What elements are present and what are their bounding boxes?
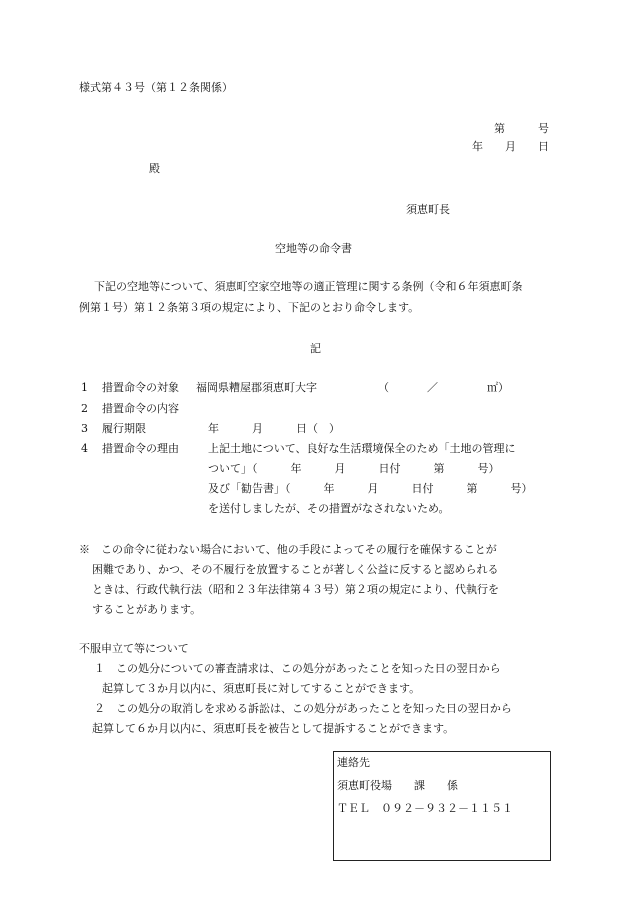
item-2-label: 措置命令の内容 [102,402,179,415]
item-4-number: 4 [81,442,88,455]
item-1-paren-open: （ [378,381,389,394]
item-1-label: 措置命令の対象 [102,381,179,394]
contact-tel: ＴＥＬ ０９２－９３２－１１５１ [337,802,513,815]
issuer-name: 須恵町長 [406,203,450,216]
item-4-line-4: を送付しましたが、その措置がなされないため。 [208,502,450,515]
note-line-4: することがあります。 [92,603,202,616]
appeal-line-1: １ この処分についての審査請求は、この処分があったことを知った日の翌日から [94,662,501,675]
note-line-3: ときは、行政代執行法（昭和２３年法律第４３号）第２項の規定により、代執行を [92,583,499,596]
note-line-1: ※ この命令に従わない場合において、他の手段によってその履行を確保することが [79,543,497,556]
item-2-number: 2 [81,402,88,415]
contact-label: 連絡先 [337,756,370,769]
appeal-line-3: ２ この処分の取消しを求める訴訟は、この処分があったことを知った日の翌日から [94,702,512,715]
item-3-number: 3 [81,422,88,435]
item-4-line-2: ついて」（ 年 月 日付 第 号） [208,462,500,475]
item-1-slash: ／ [427,381,438,394]
ki-heading: 記 [310,342,321,355]
appeal-heading: 不服申立て等について [79,642,189,655]
form-number: 様式第４３号（第１２条関係） [79,81,233,94]
contact-box [333,751,551,861]
item-3-label: 履行期限 [102,422,146,435]
document-number-line: 第 号 [494,122,549,135]
contact-office: 須恵町役場 課 係 [337,779,458,792]
item-1-number: 1 [81,381,88,394]
addressee-suffix: 殿 [149,162,160,175]
item-3-value: 年 月 日（ ） [208,422,340,435]
note-line-2: 困難であり、かつ、その不履行を放置することが著しく公益に反すると認められる [92,563,499,576]
document-title: 空地等の命令書 [275,242,352,255]
appeal-line-4: 起算して６か月以内に、須恵町長を被告として提訴することができます。 [92,722,455,735]
intro-line-1: 下記の空地等について、須恵町空家空地等の適正管理に関する条例（令和６年須恵町条 [94,280,523,293]
item-4-line-3: 及び「勧告書」（ 年 月 日付 第 号） [208,482,533,495]
appeal-line-2: 起算して３か月以内に、須恵町長に対してすることができます。 [102,682,421,695]
item-1-unit: ㎡） [487,381,509,394]
item-4-label: 措置命令の理由 [102,442,179,455]
item-4-line-1: 上記土地について、良好な生活環境保全のため「土地の管理に [208,442,516,455]
intro-line-2: 例第１号）第１２条第３項の規定により、下記のとおり命令します。 [79,301,420,314]
date-line: 年 月 日 [472,140,549,153]
item-1-value: 福岡県糟屋郡須恵町大字 [196,381,317,394]
